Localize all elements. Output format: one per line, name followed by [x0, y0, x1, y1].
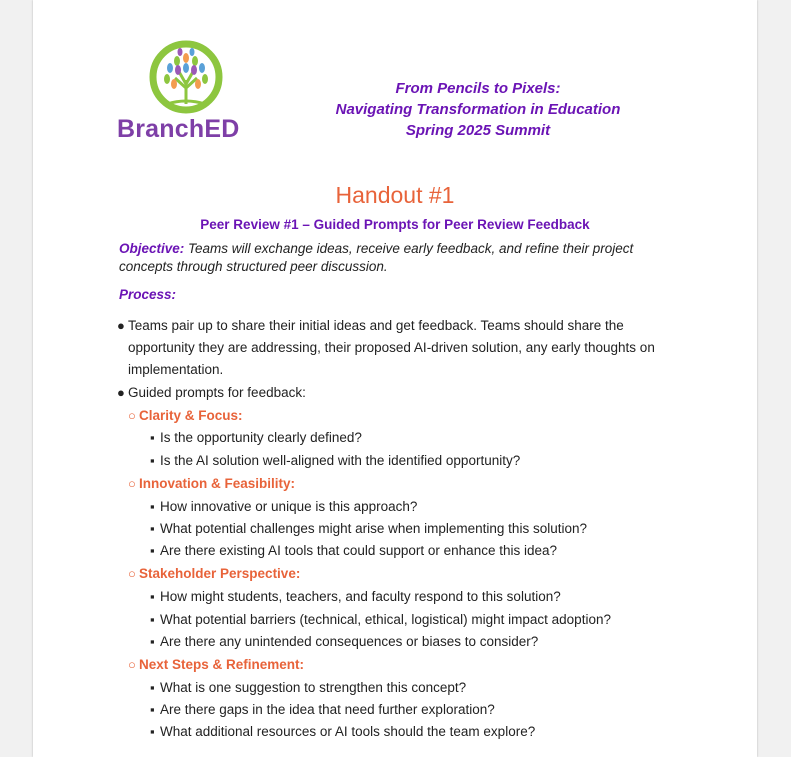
square-bullet-icon: ▪ — [150, 521, 155, 536]
prompt-item: What is one suggestion to strengthen this concept? — [160, 680, 467, 695]
circle-bullet-icon: ○ — [128, 476, 136, 491]
summit-line-3: Spring 2025 Summit — [405, 122, 551, 139]
prompt-item: Are there gaps in the idea that need further exploration? — [160, 702, 495, 717]
category-title: Next Steps & Refinement: — [139, 657, 305, 672]
bullet-1-line-2: opportunity they are addressing, their proposed AI-driven solution, any early thoughts on — [128, 340, 655, 355]
prompt-item: What potential challenges might arise when implementing this solution? — [160, 521, 587, 536]
bullet-dot: ● — [117, 318, 125, 333]
circle-bullet-icon: ○ — [128, 408, 136, 423]
category-title: Clarity & Focus: — [139, 408, 243, 423]
bullet-2: Guided prompts for feedback: — [128, 385, 306, 400]
document-page — [33, 0, 757, 757]
circle-bullet-icon: ○ — [128, 566, 136, 581]
prompt-item: Are there any unintended consequences or biases to consider? — [160, 634, 539, 649]
square-bullet-icon: ▪ — [150, 724, 155, 739]
bullet-1-line-1: Teams pair up to share their initial ideas and get feedback. Teams should share the — [128, 318, 624, 333]
process-label: Process: — [119, 287, 177, 302]
square-bullet-icon: ▪ — [150, 453, 155, 468]
summit-line-2: Navigating Transformation in Education — [335, 101, 621, 118]
prompt-item: How innovative or unique is this approach? — [160, 499, 418, 514]
square-bullet-icon: ▪ — [150, 634, 155, 649]
square-bullet-icon: ▪ — [150, 499, 155, 514]
square-bullet-icon: ▪ — [150, 612, 155, 627]
circle-bullet-icon: ○ — [128, 657, 136, 672]
square-bullet-icon: ▪ — [150, 589, 155, 604]
prompt-item: How might students, teachers, and faculty respond to this solution? — [160, 589, 561, 604]
handout-subtitle: Peer Review #1 – Guided Prompts for Peer Review Feedback — [200, 217, 590, 232]
category-title: Stakeholder Perspective: — [139, 566, 301, 581]
prompt-item: Are there existing AI tools that could support or enhance this idea? — [160, 543, 557, 558]
handout-title: Handout #1 — [335, 182, 455, 208]
square-bullet-icon: ▪ — [150, 702, 155, 717]
prompt-item: What potential barriers (technical, ethical, logistical) might impact adoption? — [160, 612, 611, 627]
bullet-dot: ● — [117, 385, 125, 400]
square-bullet-icon: ▪ — [150, 543, 155, 558]
logo-wordmark: BranchED — [117, 115, 240, 143]
category-title: Innovation & Feasibility: — [139, 476, 296, 491]
prompt-item: What additional resources or AI tools should the team explore? — [160, 724, 536, 739]
objective-label: Objective: — [119, 241, 185, 256]
square-bullet-icon: ▪ — [150, 680, 155, 695]
objective-text: Teams will exchange ideas, receive early feedback, and refine their project concepts through structured peer discussion. — [119, 241, 634, 274]
prompt-item: Is the opportunity clearly defined? — [160, 430, 362, 445]
process-list — [33, 0, 757, 757]
prompt-item: Is the AI solution well-aligned with the identified opportunity? — [160, 453, 521, 468]
square-bullet-icon: ▪ — [150, 430, 155, 445]
bullet-1-line-3: implementation. — [128, 362, 224, 377]
summit-line-1: From Pencils to Pixels: — [395, 80, 561, 97]
